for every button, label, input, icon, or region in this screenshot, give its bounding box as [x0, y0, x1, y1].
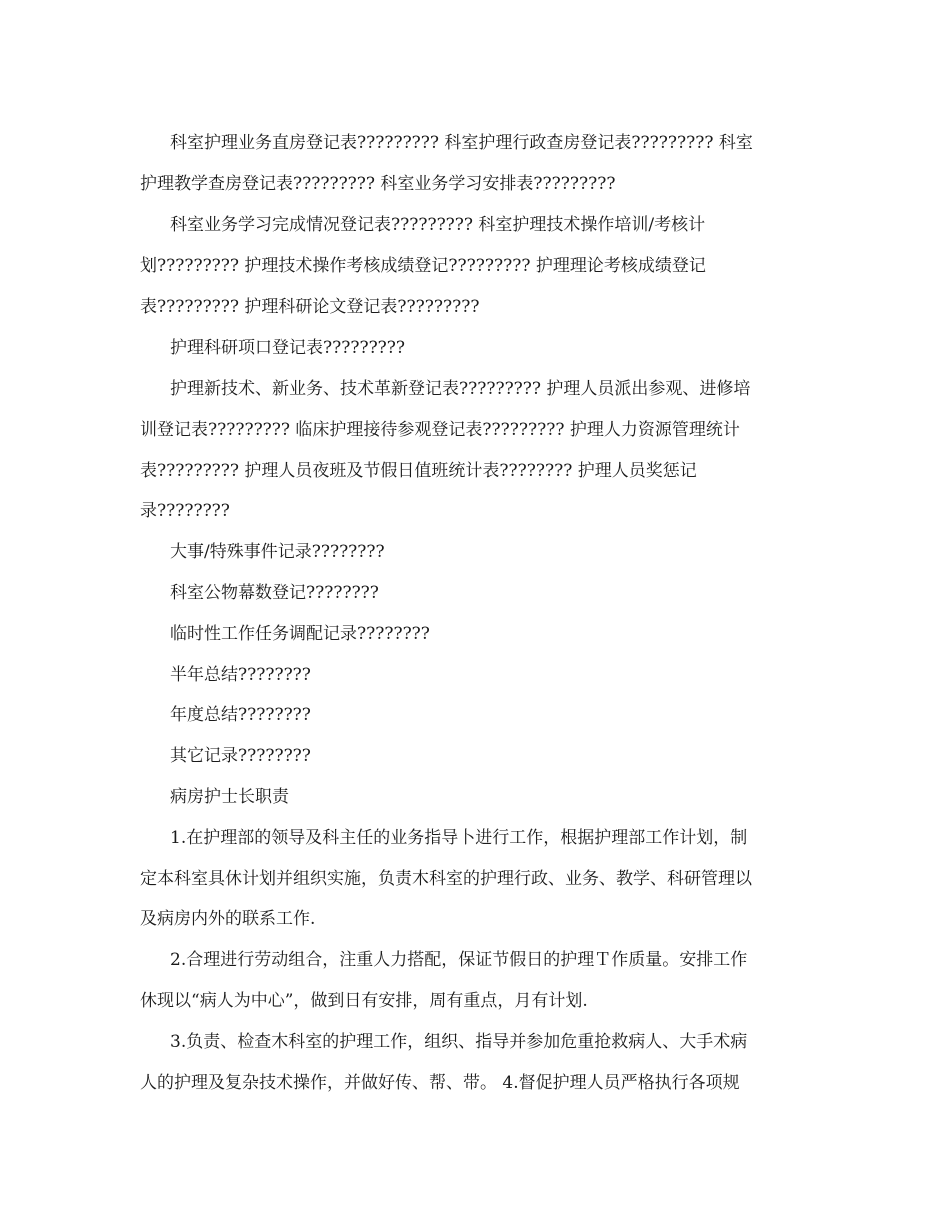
- text-line: 科室护理业务直房登记表????????? 科室护理行政查房登记表????????? 科室: [170, 133, 753, 153]
- text-line: 录????????: [140, 501, 230, 521]
- text-line: 科室业务学习完成情况登记表????????? 科室护理技术操作培训/考核计: [170, 215, 706, 235]
- text-line: 大事/特殊事件记录????????: [170, 542, 385, 562]
- text-line: 训登记表????????? 临床护理接待参观登记表????????? 护理人力资源管理统计: [140, 420, 740, 440]
- text-line: 科室公物幕数登记????????: [170, 583, 379, 603]
- text-line: 表????????? 护理科研论文登记表?????????: [140, 297, 480, 317]
- text-line: 护理教学查房登记表????????? 科室业务学习安排表?????????: [140, 174, 616, 194]
- text-line: 2.合理进行劳动组合，注重人力搭配，保证节假日的护理Ｔ作质量。安排工作: [170, 950, 748, 970]
- text-line: 表????????? 护理人员夜班及节假日值班统计表???????? 护理人员奖惩记: [140, 461, 697, 481]
- text-line: 定本科室具休计划并组织实施，负责木科室的护理行政、业务、教学、科研管理以: [140, 869, 752, 889]
- text-line: 人的护理及复杂技术操作，并做好传、帮、带。 4.督促护理人员严格执行各项规: [140, 1073, 740, 1093]
- text-line: 临时性工作任务调配记录????????: [170, 624, 430, 644]
- text-line: 及病房内外的联系工作.: [140, 909, 316, 929]
- text-line: 护理新技术、新业务、技术革新登记表????????? 护理人员派出参观、进修培: [170, 379, 751, 399]
- text-line: 3.负责、检查木科室的护理工作，组织、指导并参加危重抢救病人、大手术病: [170, 1032, 748, 1052]
- section-heading: 病房护士长职责: [170, 787, 289, 807]
- text-line: 1.在护理部的领导及科主任的业务指导卜进行工作，根据护理部工作计划，制: [170, 828, 748, 848]
- text-line: 年度总结????????: [170, 705, 311, 725]
- text-line: 休现以“病人为中心”，做到日有安排，周有重点，月有计划.: [140, 991, 588, 1011]
- text-line: 其它记录????????: [170, 746, 311, 766]
- text-line: 划????????? 护理技术操作考核成绩登记????????? 护理理论考核成绩登记: [140, 256, 706, 276]
- text-line: 半年总结????????: [170, 665, 311, 685]
- text-line: 护理科研项口登记表?????????: [170, 338, 406, 358]
